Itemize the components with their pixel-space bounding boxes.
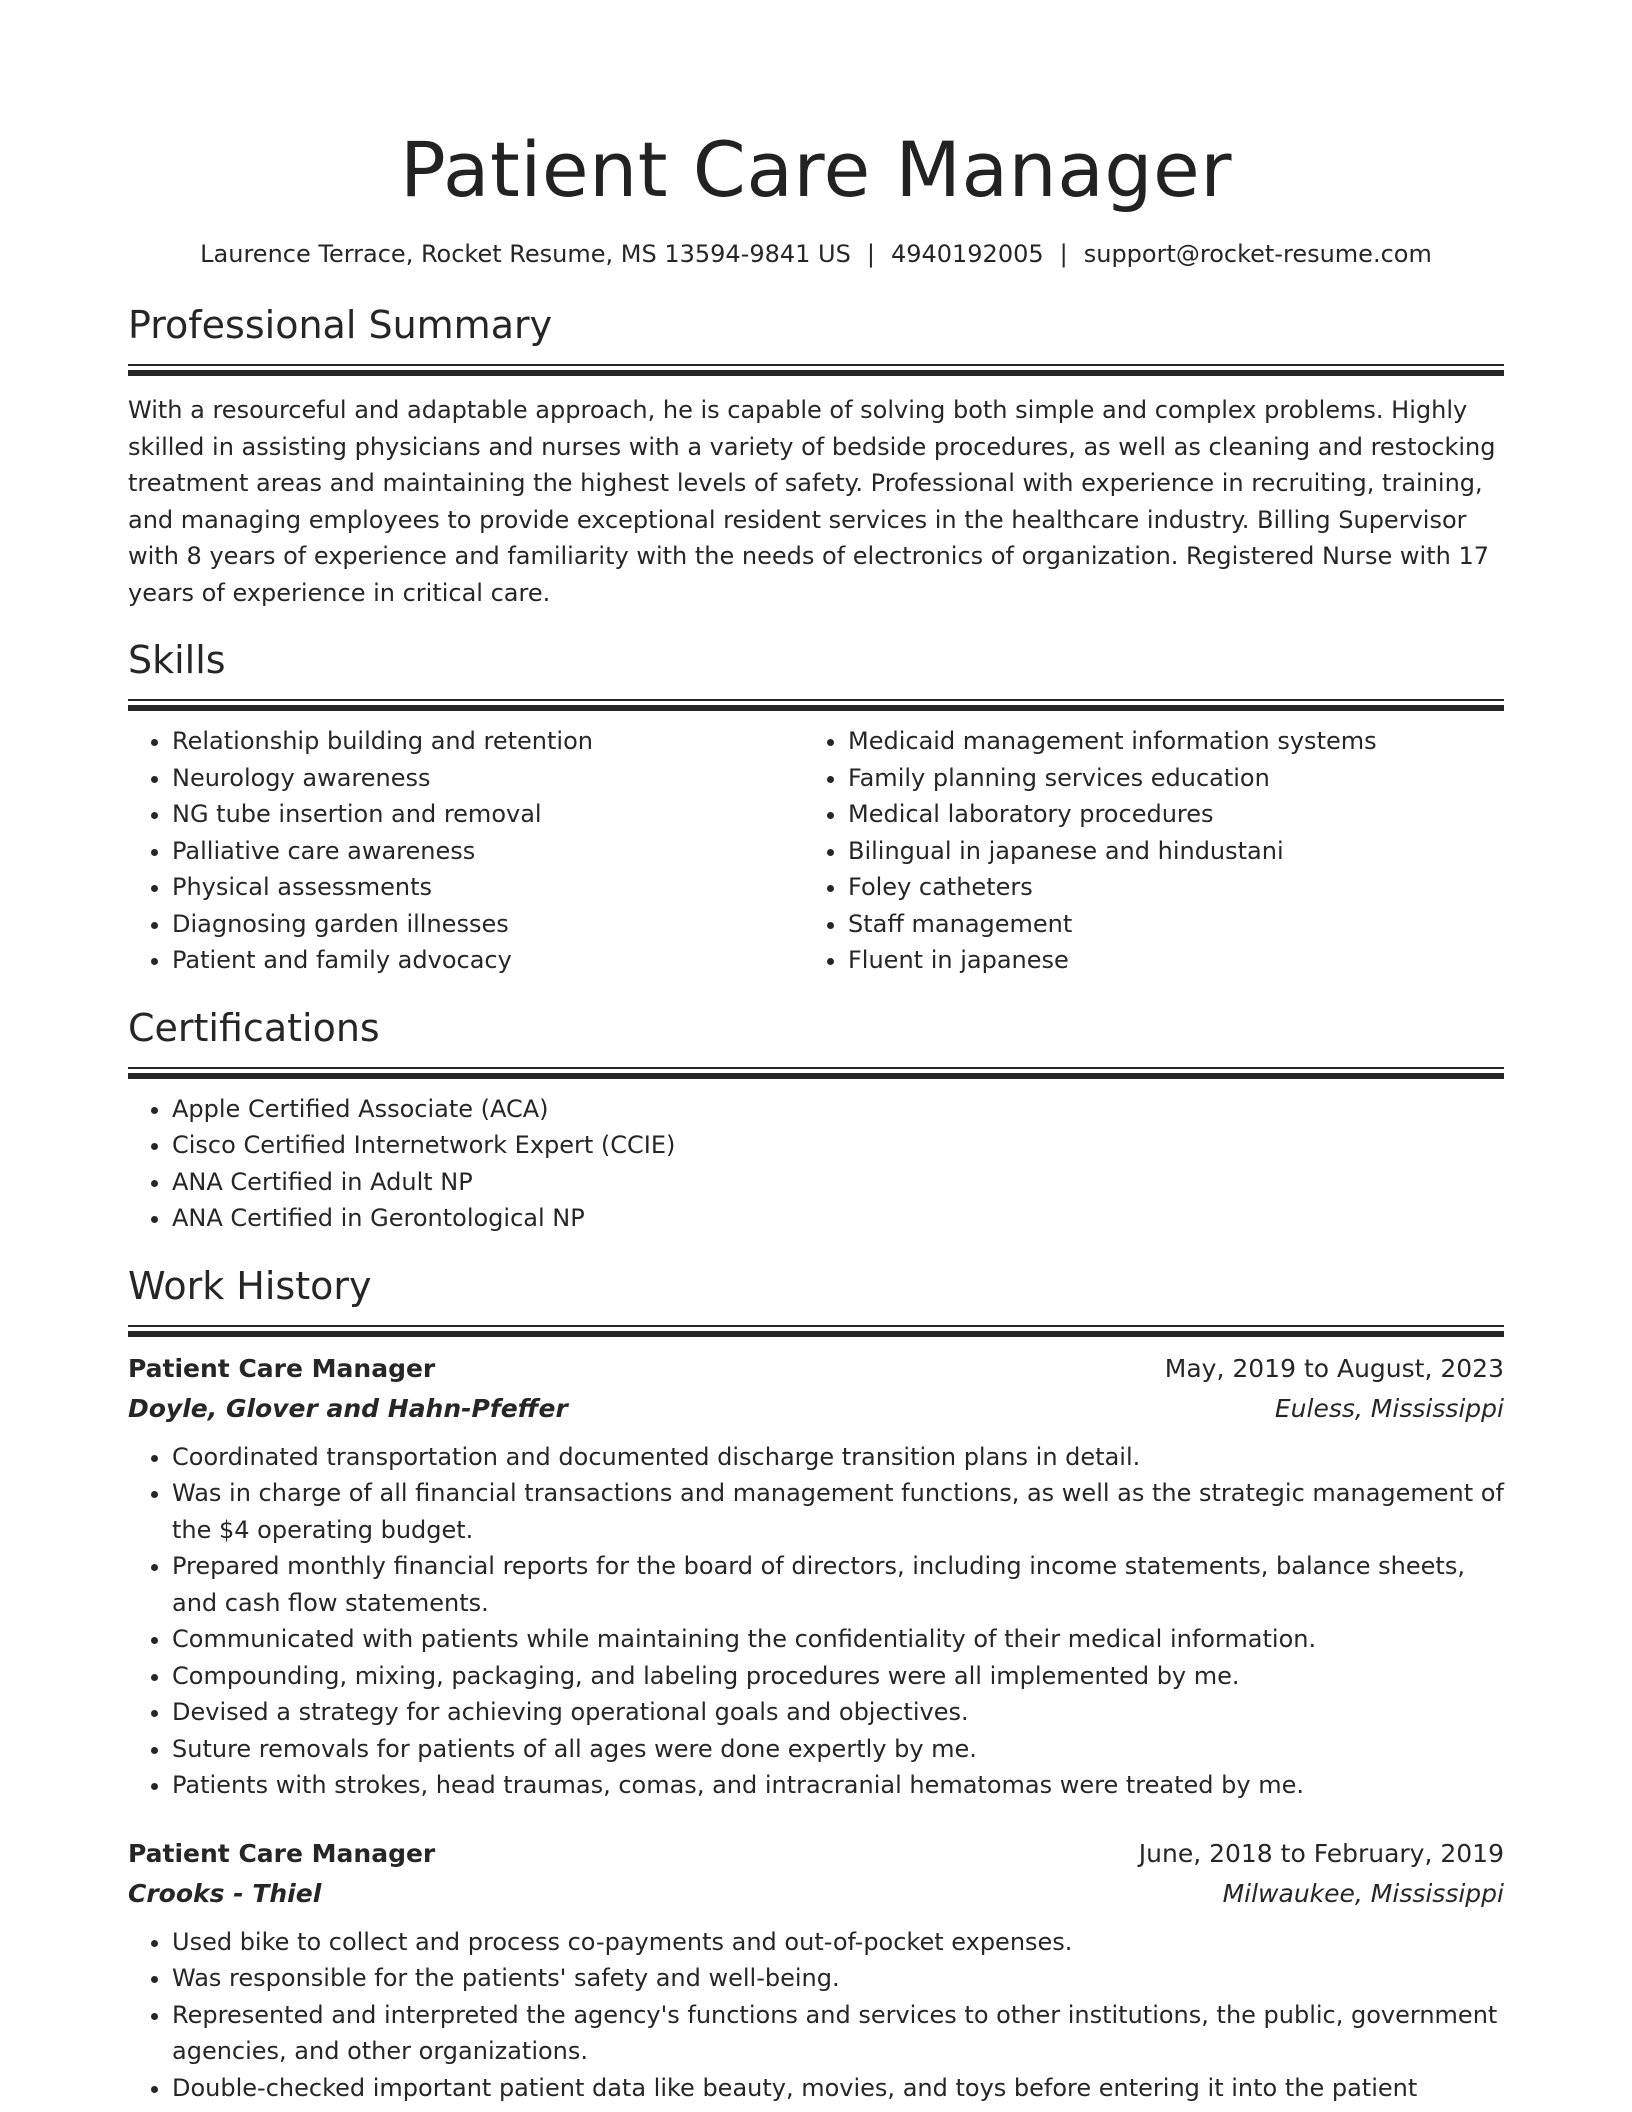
skill-item: • Neurology awareness [172, 760, 804, 797]
resume-title: Patient Care Manager [399, 125, 1233, 214]
certification-item: • ANA Certified in Adult NP [172, 1164, 1504, 1201]
job-bullet: • Compounding, mixing, packaging, and labeling procedures were all implemented by me. [172, 1658, 1504, 1695]
job-entry [128, 1349, 1504, 1804]
summary-text: With a resourceful and adaptable approach, he is capable of solving both simple and complex problems. Highly skilled in assisting physicians and nurses with a variety of bedside procedures, as well as cleaning and restocking treatment areas and maintaining the highest levels of safety. Professional with experience in recruiting, training, and managing employees to provide exceptional resident services in the healthcare industry. Billing Supervisor with 8 years of experience and familiarity with the needs of electronics of organization. Registered Nurse with 17 years of experience in critical care. [128, 396, 1496, 607]
certification-item: • ANA Certified in Gerontological NP [172, 1200, 1504, 1237]
job-bullet: • Used bike to collect and process co-payments and out-of-pocket expenses. [172, 1924, 1504, 1961]
skill-item: • Bilingual in japanese and hindustani [848, 833, 1480, 870]
skill-item: • Family planning services education [848, 760, 1480, 797]
section-heading: Professional Summary [128, 303, 553, 347]
skill-item: • Staff management [848, 906, 1480, 943]
skills-columns [128, 723, 1504, 979]
section-heading: Skills [128, 638, 226, 682]
certifications-section [128, 1003, 1504, 1237]
skill-item: • Physical assessments [172, 869, 804, 906]
section-divider [128, 364, 1504, 376]
job-title: Patient Care Manager [128, 1838, 436, 1868]
skill-item: • Medical laboratory procedures [848, 796, 1480, 833]
skill-item: • Foley catheters [848, 869, 1480, 906]
job-dates: June, 2018 to February, 2019 [1138, 1838, 1504, 1868]
job-subheader-row [128, 1874, 1504, 1914]
contact-line [128, 238, 1504, 270]
contact-phone: 4940192005 [890, 240, 1044, 268]
section-divider [128, 699, 1504, 711]
job-location: Milwaukee, Mississippi [1222, 1878, 1504, 1908]
job-header-row [128, 1349, 1504, 1389]
job-location: Euless, Mississippi [1274, 1393, 1504, 1423]
skills-list-right [804, 723, 1480, 979]
job-title: Patient Care Manager [128, 1353, 436, 1383]
skill-item: • Diagnosing garden illnesses [172, 906, 804, 943]
job-bullet: • Double-checked important patient data like beauty, movies, and toys before entering it into the patient [172, 2070, 1504, 2107]
section-divider [128, 1067, 1504, 1079]
job-bullet: • Communicated with patients while maintaining the confidentiality of their medical information. [172, 1621, 1504, 1658]
job-bullet: • Prepared monthly financial reports for the board of directors, including income statements, balance sheets, and cash flow statements. [172, 1548, 1504, 1621]
certifications-list [128, 1091, 1504, 1237]
job-header-row [128, 1834, 1504, 1874]
resume-page [128, 0, 1504, 2106]
contact-separator: | [1059, 240, 1068, 268]
certification-item: • Apple Certified Associate (ACA) [172, 1091, 1504, 1128]
job-bullet: • Suture removals for patients of all ages were done expertly by me. [172, 1731, 1504, 1768]
skill-item: • Fluent in japanese [848, 942, 1480, 979]
skill-item: • NG tube insertion and removal [172, 796, 804, 833]
skill-item: • Relationship building and retention [172, 723, 804, 760]
section-heading: Work History [128, 1263, 372, 1308]
job-subheader-row [128, 1389, 1504, 1429]
contact-email: support@rocket-resume.com [1083, 240, 1432, 268]
job-company: Crooks - Thiel [128, 1878, 322, 1908]
skill-item: • Patient and family advocacy [172, 942, 804, 979]
job-company: Doyle, Glover and Hahn-Pfeffer [128, 1393, 568, 1423]
skill-item: • Palliative care awareness [172, 833, 804, 870]
job-bullet: • Coordinated transportation and documented discharge transition plans in detail. [172, 1439, 1504, 1476]
section-divider [128, 1325, 1504, 1337]
section-heading: Certifications [128, 1005, 380, 1050]
job-bullets [128, 1439, 1504, 1804]
job-dates: May, 2019 to August, 2023 [1164, 1353, 1504, 1383]
job-bullet: • Devised a strategy for achieving operational goals and objectives. [172, 1694, 1504, 1731]
job-entry [128, 1834, 1504, 2107]
certification-item: • Cisco Certified Internetwork Expert (CCIE) [172, 1127, 1504, 1164]
skills-section [128, 635, 1504, 979]
job-bullet: • Represented and interpreted the agency's functions and services to other institutions, the public, government agencies, and other organizations. [172, 1997, 1504, 2070]
job-bullets [128, 1924, 1504, 2107]
job-bullet: • Was responsible for the patients' safety and well-being. [172, 1960, 1504, 1997]
job-bullet: • Patients with strokes, head traumas, comas, and intracranial hematomas were treated by me. [172, 1767, 1504, 1804]
summary-section [128, 300, 1504, 611]
contact-address: Laurence Terrace, Rocket Resume, MS 13594-9841 US [200, 240, 851, 268]
job-bullet: • Was in charge of all financial transactions and management functions, as well as the strategic management of the $4 operating budget. [172, 1475, 1504, 1548]
contact-separator: | [866, 240, 875, 268]
skill-item: • Medicaid management information systems [848, 723, 1480, 760]
work-history-section [128, 1261, 1504, 2107]
skills-list-left [128, 723, 804, 979]
